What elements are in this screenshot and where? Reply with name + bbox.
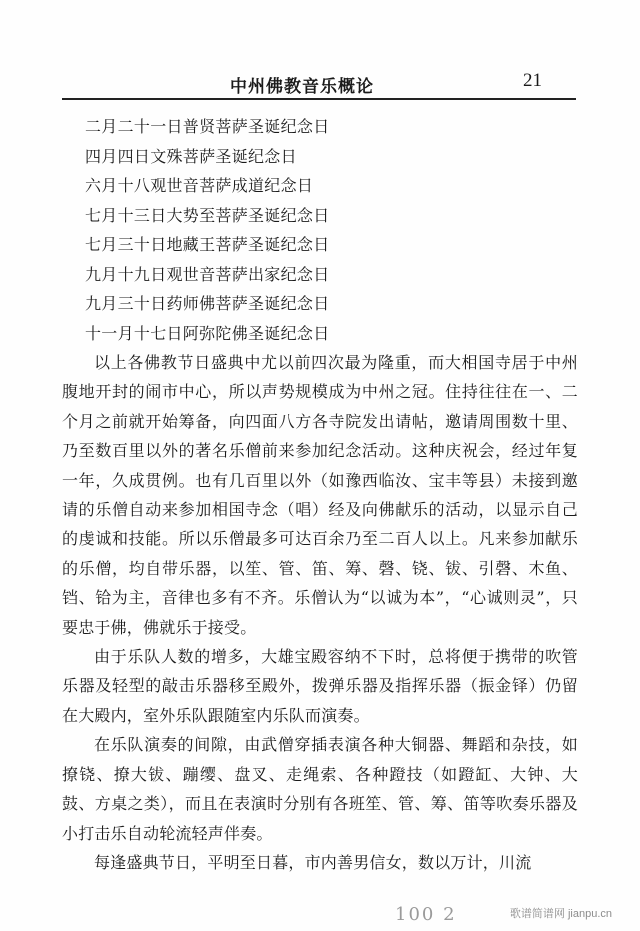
festival-date-item: 十一月十七日阿弥陀佛圣诞纪念日 [85,323,330,343]
paragraph-performance-interludes: 在乐队演奏的间隙，由武僧穿插表演各种大铜器、舞蹈和杂技，如撩铙、撩大钹、蹦缨、盘叉、走绳索、各种蹬技（如蹬缸、大钟、大鼓、方桌之类），而且在表演时分别有各班笙、管、筹、笛等吹奏乐器及小打击乐自动轮流轻声伴奏。 [62,735,578,843]
page-number: 21 [523,70,542,91]
paragraph-band-placement: 由于乐队人数的增多，大雄宝殿容纳不下时，总将便于携带的吹管乐器及轻型的敲击乐器移至殿外，拨弹乐器及指挥乐器（振金铎）仍留在大殿内，室外乐队跟随室内乐队而演奏。 [62,647,578,725]
festival-date-item: 二月二十一日普贤菩萨圣诞纪念日 [85,117,330,136]
festival-date-item: 六月十八观世音菩萨成道纪念日 [85,176,314,195]
footer-stamp: 100 2 [395,904,457,925]
running-head [62,66,574,96]
festival-date-list [85,112,555,348]
running-title: 中州佛教音乐概论 [230,77,374,97]
paragraph-festival-crowds: 每逢盛典节日，平明至日暮，市内善男信女，数以万计，川流 [94,852,532,872]
header-rule [62,98,576,100]
body-text [62,348,578,877]
festival-date-item: 七月三十日地藏王菩萨圣诞纪念日 [85,235,330,254]
site-watermark: 歌谱简谱网 jianpu.cn [509,908,612,920]
festival-date-item: 九月十九日观世音菩萨出家纪念日 [85,264,330,284]
festival-date-item: 九月三十日药师佛菩萨圣诞纪念日 [85,294,330,313]
festival-date-item: 四月四日文殊菩萨圣诞纪念日 [85,146,297,166]
paragraph-festival-scale: 以上各佛教节日盛典中尤以前四次最为隆重，而大相国寺居于中州腹地开封的闹市中心，所以声势规模成为中州之冠。住持往往在一、二个月之前就开始筹备，向四面八方各寺院发出请帖，邀请周围数十里、乃至数百里以外的著名乐僧前来参加纪念活动。这种庆祝会，经过年复一年，久成贯例。也有几百里以外（如豫西临汝、宝丰等县）未接到邀请的乐僧自动来参加相国寺念（唱）经及向佛献乐的活动，以显示自己的虔诚和技能。所以乐僧最多可达百余乃至二百人以上。凡来参加献乐的乐僧，均自带乐器，以笙、管、笛、筹、磬、铙、钹、引磬、木鱼、铛、铪为主，音律也多有不齐。乐僧认为“以诚为本”，“心诚则灵”，只要忠于佛，佛就乐于接受。 [62,353,578,637]
festival-date-item: 七月十三日大势至菩萨圣诞纪念日 [85,205,330,225]
